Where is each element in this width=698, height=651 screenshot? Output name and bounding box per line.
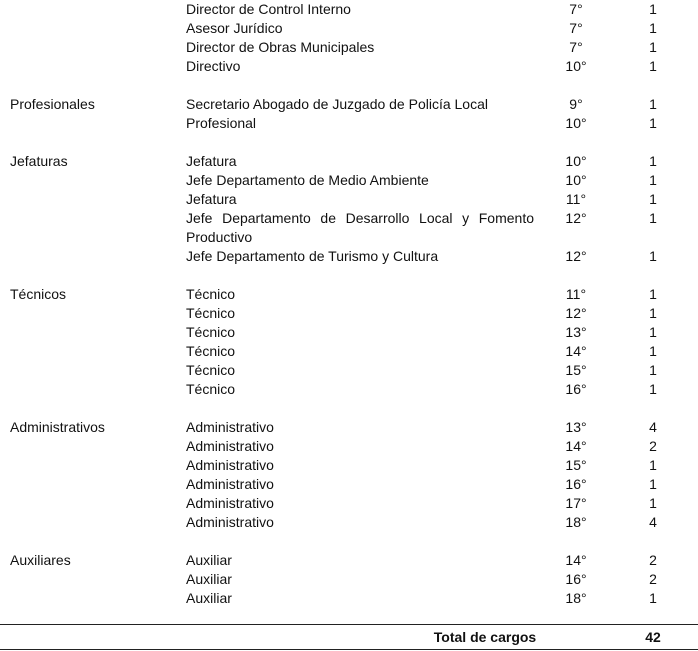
position-count: 1: [649, 362, 657, 378]
table-row: [0, 342, 698, 361]
position-name: Jefe Departamento de Desarrollo Local y Fomento Productivo: [186, 210, 534, 245]
table-row: [0, 57, 698, 76]
position-grade: 17°: [565, 495, 587, 511]
total-row: [0, 624, 698, 650]
position-name: Técnico: [186, 286, 236, 302]
position-name: Secretario Abogado de Juzgado de Policía Local: [186, 96, 488, 112]
table-row: [0, 589, 698, 608]
position-grade: 7°: [569, 1, 583, 17]
position-name: Administrativo: [186, 514, 274, 530]
table-row: [0, 190, 698, 209]
position-name: Auxiliar: [186, 571, 232, 587]
position-count: 1: [649, 210, 657, 226]
position-grade: 7°: [569, 39, 583, 55]
position-name: Jefatura: [186, 191, 237, 207]
position-count: 1: [649, 1, 657, 17]
position-grade: 10°: [565, 115, 587, 131]
position-count: 1: [649, 305, 657, 321]
position-grade: 14°: [565, 552, 587, 568]
position-count: 1: [649, 343, 657, 359]
position-grade: 18°: [565, 514, 587, 530]
position-count: 1: [649, 20, 657, 36]
position-name: Administrativo: [186, 419, 274, 435]
position-count: 2: [649, 571, 657, 587]
table-row: [0, 152, 698, 171]
position-grade: 11°: [565, 191, 587, 207]
position-name: Técnico: [186, 305, 236, 321]
table-row: [0, 285, 698, 304]
table-row: [0, 456, 698, 475]
position-count: 1: [649, 286, 657, 302]
position-grade: 16°: [565, 571, 587, 587]
position-name: Auxiliar: [186, 552, 232, 568]
table-row: [0, 437, 698, 456]
table-row: [0, 323, 698, 342]
position-name: Técnico: [186, 343, 236, 359]
position-name: Jefe Departamento de Medio Ambiente: [186, 172, 429, 188]
position-count: 1: [649, 248, 657, 264]
group-spacer: [0, 399, 698, 418]
category-label: Técnicos: [10, 286, 67, 302]
position-name: Director de Obras Municipales: [186, 39, 375, 55]
position-name: Administrativo: [186, 438, 274, 454]
table-row: [0, 475, 698, 494]
position-name: Director de Control Interno: [186, 1, 351, 17]
category-label: Profesionales: [10, 96, 95, 112]
position-name: Profesional: [186, 115, 257, 131]
table-row: [0, 551, 698, 570]
position-count: 1: [649, 58, 657, 74]
position-grade: 14°: [565, 438, 587, 454]
total-label: Total de cargos: [433, 629, 537, 645]
position-grade: 15°: [565, 362, 587, 378]
position-count: 1: [649, 96, 657, 112]
position-count: 1: [649, 381, 657, 397]
position-count: 1: [649, 115, 657, 131]
total-value: 42: [645, 629, 661, 645]
position-name: Administrativo: [186, 495, 274, 511]
position-count: 1: [649, 39, 657, 55]
position-grade: 18°: [565, 590, 587, 606]
position-name: Administrativo: [186, 476, 274, 492]
position-grade: 15°: [565, 457, 587, 473]
position-count: 4: [649, 514, 657, 530]
position-name: Técnico: [186, 362, 236, 378]
position-grade: 12°: [565, 210, 587, 226]
position-grade: 11°: [565, 286, 587, 302]
position-count: 1: [649, 476, 657, 492]
position-name: Técnico: [186, 381, 236, 397]
group-spacer: [0, 76, 698, 95]
position-count: 2: [649, 552, 657, 568]
group-spacer: [0, 532, 698, 551]
position-name: Jefe Departamento de Turismo y Cultura: [186, 248, 439, 264]
position-name: Administrativo: [186, 457, 274, 473]
table-row: [0, 114, 698, 133]
table-row: [0, 19, 698, 38]
position-grade: 10°: [565, 172, 587, 188]
position-count: 1: [649, 495, 657, 511]
group-spacer: [0, 266, 698, 285]
position-grade: 12°: [565, 305, 587, 321]
table-row: [0, 0, 698, 19]
position-count: 1: [649, 457, 657, 473]
table-row: [0, 513, 698, 532]
table-row: [0, 494, 698, 513]
position-grade: 10°: [565, 58, 587, 74]
position-grade: 14°: [565, 343, 587, 359]
table-row: [0, 171, 698, 190]
position-name: Auxiliar: [186, 590, 232, 606]
category-label: Administrativos: [10, 419, 105, 435]
position-name: Asesor Jurídico: [186, 20, 283, 36]
table-row: [0, 570, 698, 589]
position-count: 1: [649, 324, 657, 340]
position-grade: 12°: [565, 248, 587, 264]
position-count: 1: [649, 590, 657, 606]
position-count: 2: [649, 438, 657, 454]
table-row: [0, 95, 698, 114]
position-name: Jefatura: [186, 153, 237, 169]
position-grade: 10°: [565, 153, 587, 169]
table-row: [0, 38, 698, 57]
group-spacer: [0, 133, 698, 152]
position-grade: 13°: [565, 419, 587, 435]
position-count: 1: [649, 153, 657, 169]
table-row: [0, 361, 698, 380]
position-grade: 7°: [569, 20, 583, 36]
position-count: 1: [649, 191, 657, 207]
category-label: Jefaturas: [10, 153, 68, 169]
position-count: 4: [649, 419, 657, 435]
position-grade: 16°: [565, 381, 587, 397]
position-grade: 16°: [565, 476, 587, 492]
position-name: Directivo: [186, 58, 241, 74]
table-row: [0, 418, 698, 437]
position-grade: 9°: [569, 96, 583, 112]
category-label: Auxiliares: [10, 552, 71, 568]
position-grade: 13°: [565, 324, 587, 340]
table-row: [0, 304, 698, 323]
table-row: [0, 247, 698, 266]
table-row: [0, 380, 698, 399]
position-name: Técnico: [186, 324, 236, 340]
table-row: [0, 209, 698, 247]
position-count: 1: [649, 172, 657, 188]
